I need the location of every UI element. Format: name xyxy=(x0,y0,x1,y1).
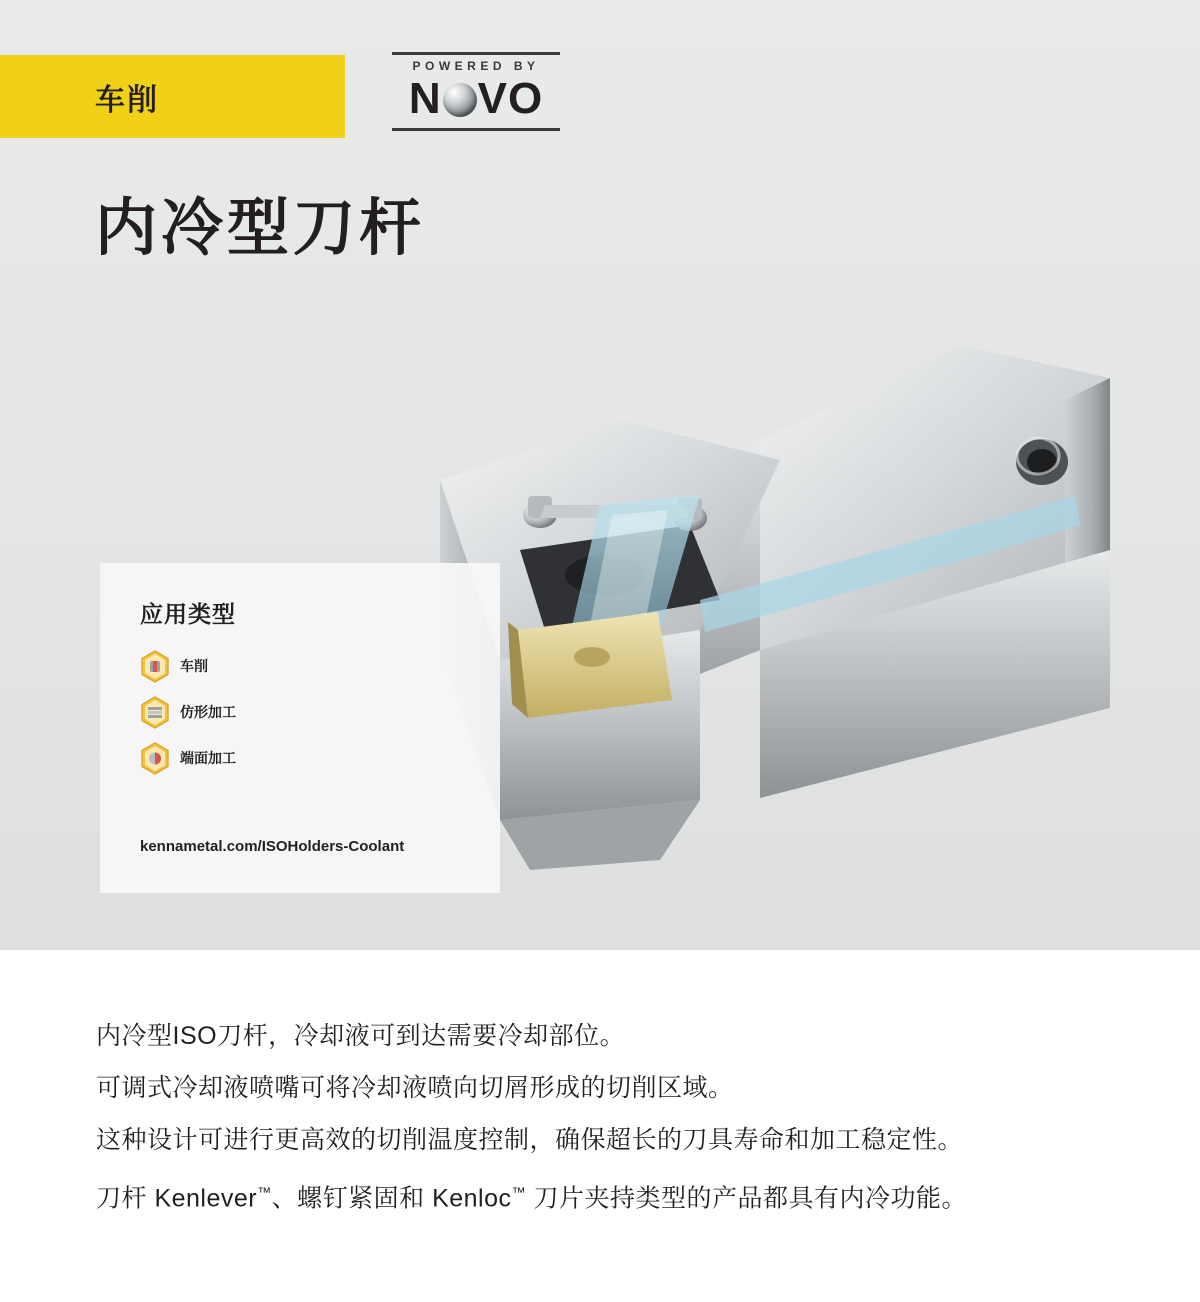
application-label: 端面加工 xyxy=(180,750,236,766)
turning-hex-icon xyxy=(140,650,170,683)
application-card-title: 应用类型 xyxy=(140,601,236,627)
shank-end-face xyxy=(1065,378,1110,575)
application-card xyxy=(100,563,500,893)
list-item xyxy=(140,689,236,735)
coolant-inlet-bore xyxy=(1027,449,1057,475)
application-list xyxy=(140,643,236,781)
application-label: 仿形加工 xyxy=(180,704,236,720)
body-line-4-pre: 刀杆 Kenlever xyxy=(96,1184,258,1213)
novo-letter-n: N xyxy=(408,74,442,123)
application-label: 车削 xyxy=(180,658,208,674)
body-copy xyxy=(96,1010,1126,1224)
list-item xyxy=(140,643,236,689)
trademark-symbol: ™ xyxy=(511,1184,527,1200)
category-label: 车削 xyxy=(95,83,159,117)
logo-rule-bottom xyxy=(392,128,560,131)
novo-letters-vo: VO xyxy=(477,74,544,123)
body-line-4 xyxy=(96,1166,1126,1224)
page-title: 内冷型刀杆 xyxy=(95,194,426,263)
logo-rule-top xyxy=(392,52,560,55)
body-line-1: 内冷型ISO刀杆，冷却液可到达需要冷却部位。 xyxy=(96,1022,626,1050)
category-tab xyxy=(0,55,345,138)
novo-logo xyxy=(392,52,560,144)
facing-hex-icon xyxy=(140,742,170,775)
insert-hole xyxy=(574,647,610,667)
body-line-4-mid: 、螺钉紧固和 Kenloc xyxy=(271,1184,512,1213)
powered-by-label: POWERED BY xyxy=(412,59,540,73)
profiling-hex-icon xyxy=(140,696,170,729)
body-line-2: 可调式冷却液喷嘴可将冷却液喷向切屑形成的切削区域。 xyxy=(96,1074,734,1102)
body-line-3: 这种设计可进行更高效的切削温度控制，确保超长的刀具寿命和加工稳定性。 xyxy=(96,1126,964,1154)
body-line-4-post: 刀片夹持类型的产品都具有内冷功能。 xyxy=(526,1184,967,1213)
trademark-symbol: ™ xyxy=(257,1184,272,1200)
sphere-icon xyxy=(443,83,477,117)
list-item xyxy=(140,735,236,781)
novo-wordmark xyxy=(409,74,543,124)
product-url[interactable]: kennametal.com/ISOHolders-Coolant xyxy=(140,838,405,855)
